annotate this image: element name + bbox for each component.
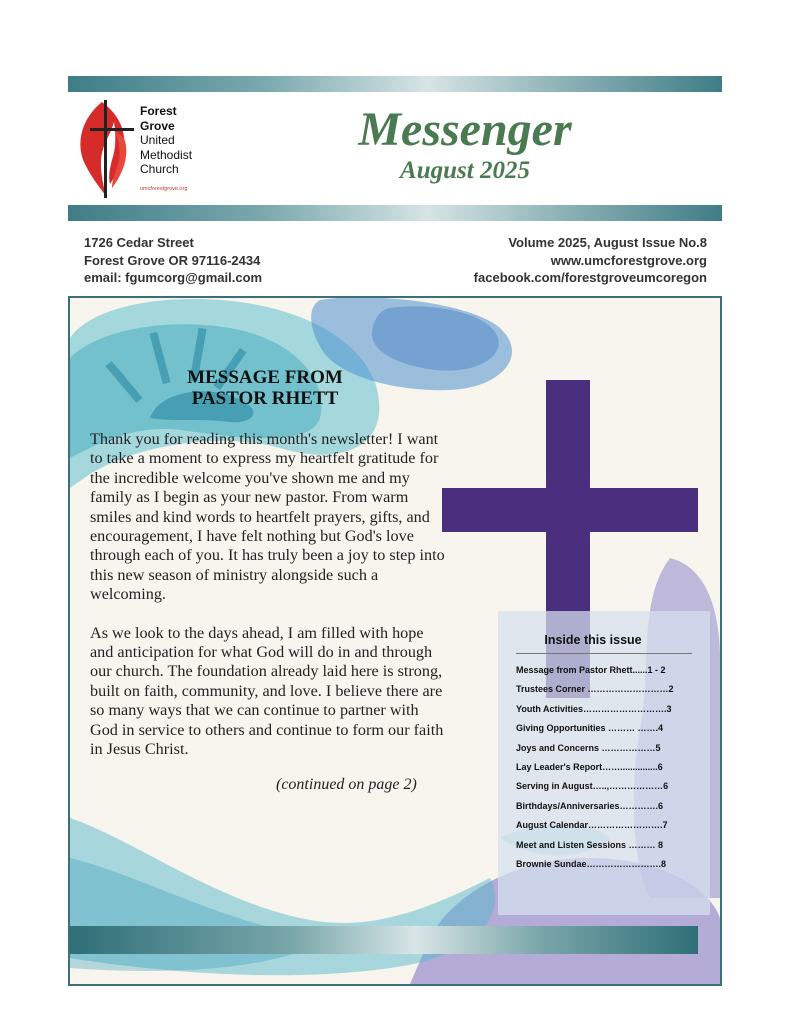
- logo-line-forest: Forest: [140, 104, 177, 118]
- message-heading-line1: MESSAGE FROM: [187, 367, 343, 388]
- toc-list: [516, 661, 696, 874]
- address-email: email: fgumcorg@gmail.com: [84, 270, 263, 285]
- message-paragraph-1: Thank you for reading this month's newsletter! I want to take a moment to express my heartfelt gratitude for the incredible welcome you've shown me and my family as I begin as your new pastor. From warm smiles and kind words to heartfelt prayers, gifts, and encouragement, I have felt nothing but God's love through each of you. It has truly been a joy to step into this new season of ministry alongside such a welcoming.: [90, 430, 445, 604]
- message-body: [90, 430, 450, 779]
- issue-facebook: facebook.com/forestgroveumcoregon: [473, 270, 707, 285]
- address-street: 1726 Cedar Street: [84, 235, 194, 250]
- toc-item: Youth Activities……………………….3: [516, 703, 672, 714]
- logo-line-methodist: Methodist: [140, 147, 193, 162]
- continued-note: (continued on page 2): [276, 776, 417, 793]
- inside-this-issue-box: [498, 611, 710, 915]
- cover-frame: [68, 296, 722, 986]
- message-heading: [160, 367, 370, 409]
- toc-item: Brownie Sundae…………………….8: [516, 858, 667, 869]
- address-city: Forest Grove OR 97116-2434: [84, 252, 261, 268]
- toc-item: August Calendar…………………….7: [516, 820, 668, 831]
- issue-website: www.umcforestgrove.org: [550, 252, 707, 268]
- church-address: [84, 234, 262, 287]
- toc-item: Birthdays/Anniversaries………….6: [516, 800, 664, 811]
- toc-item: Lay Leader's Report……...............6: [516, 761, 663, 772]
- logo-url: umcforestgrove.org: [140, 186, 188, 192]
- inside-heading: Inside this issue: [544, 633, 642, 647]
- toc-item: Serving in August…..,………………6: [516, 781, 669, 792]
- logo-line-united: United: [140, 133, 175, 147]
- message-paragraph-2: As we look to the days ahead, I am filled with hope and anticipation for what God will do in and through our church. The foundation already laid here is strong, built on faith, community, and love. I believe there are so many ways that we can continue to partner with God in service to others and continue to form our faith in Jesus Christ.: [90, 623, 444, 759]
- header-bar-bottom: [68, 205, 722, 221]
- header-bar-top: [68, 76, 722, 92]
- toc-item: Trustees Corner ………………………2: [516, 684, 674, 695]
- divider: [516, 653, 692, 654]
- toc-item: Message from Pastor Rhett......1 - 2: [516, 665, 666, 675]
- logo-line-grove: Grove: [140, 118, 175, 133]
- toc-item: Meet and Listen Sessions ……… 8: [516, 839, 664, 850]
- issue-info: [474, 234, 707, 287]
- message-heading-line2: PASTOR RHETT: [191, 388, 339, 409]
- footer-bar: [70, 926, 698, 954]
- toc-item: Joys and Concerns ………………5: [516, 742, 661, 753]
- masthead: [300, 104, 630, 186]
- church-name: [140, 104, 192, 177]
- newsletter-date: August 2025: [400, 157, 530, 184]
- newsletter-title: Messenger: [358, 103, 572, 156]
- logo-line-church: Church: [140, 162, 179, 176]
- issue-volume: Volume 2025, August Issue No.8: [508, 235, 707, 250]
- toc-item: Giving Opportunities ……… …….4: [516, 723, 664, 734]
